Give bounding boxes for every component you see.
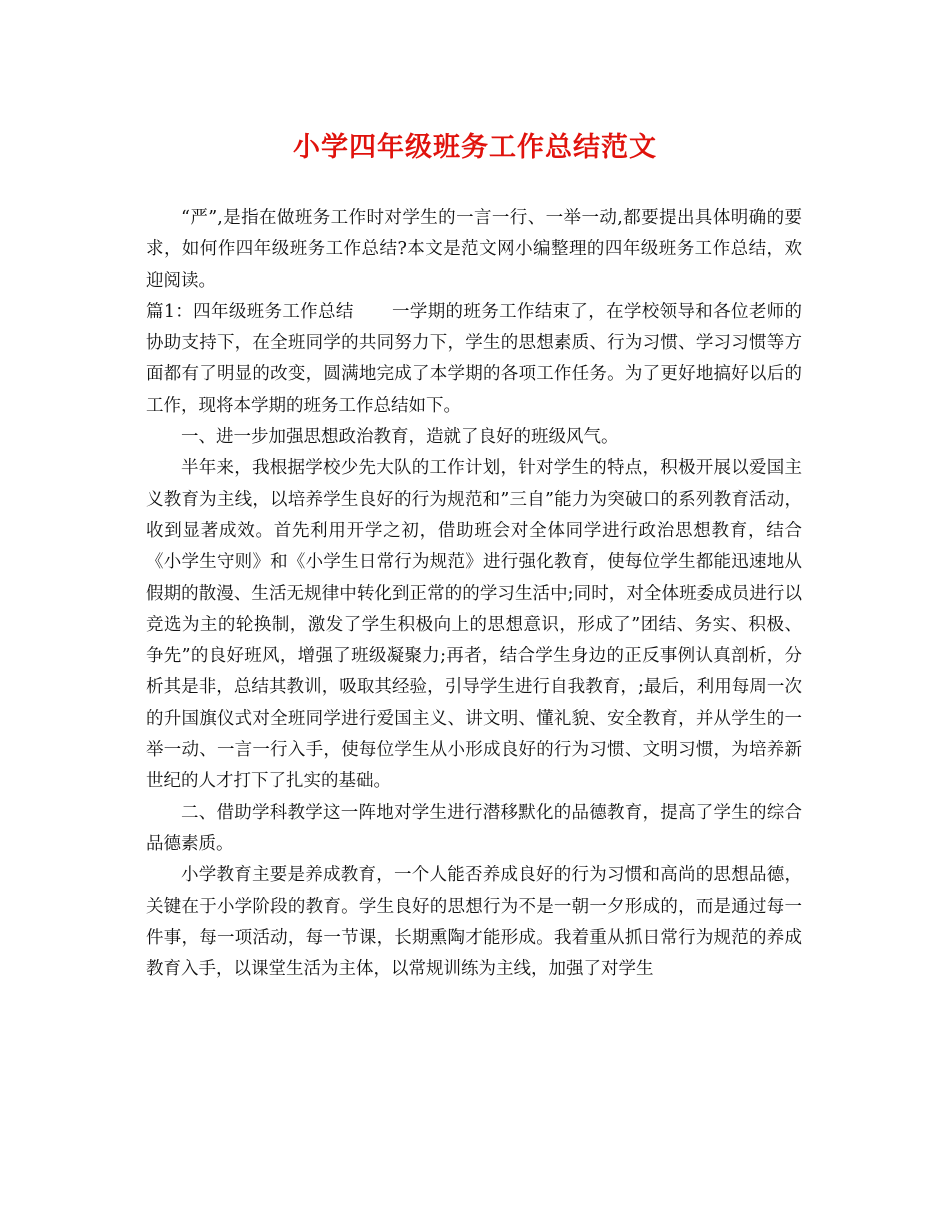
section-heading-1: 一、进一步加强思想政治教育，造就了良好的班级风气。 bbox=[181, 427, 619, 448]
intro-paragraph: “严”,是指在做班务工作时对学生的一言一行、一举一动,都要提出具体明确的要求，如何作四年级班务工作总结?本文是范文网小编整理的四年级班务工作总结，欢迎阅读。 bbox=[146, 208, 802, 291]
chapter-label: 篇1：四年级班务工作总结 bbox=[146, 301, 354, 322]
document-body bbox=[146, 203, 802, 985]
document-title: 小学四年级班务工作总结范文 bbox=[293, 132, 657, 163]
section-paragraph-1: 半年来，我根据学校少先大队的工作计划，针对学生的特点，积极开展以爱国主义教育为主线，以培养学生良好的行为规范和”三自”能力为突破口的系列教育活动，收到显著成效。首先利用开学之初，借助班会对全体同学进行政治思想教育，结合《小学生守则》和《小学生日常行为规范》进行强化教育，使每位学生都能迅速地从假期的散漫、生活无规律中转化到正常的的学习生活中;同时，对全体班委成员进行以竞选为主的轮换制，激发了学生积极向上的思想意识，形成了”团结、务实、积极、争先”的良好班风，增强了班级凝聚力;再者，结合学生身边的正反事例认真剖析，分析其是非，总结其教训，吸取其经验，引导学生进行自我教育，;最后，利用每周一次的升国旗仪式对全班同学进行爱国主义、讲文明、懂礼貌、安全教育，并从学生的一举一动、一言一行入手，使每位学生从小形成良好的行为习惯、文明习惯，为培养新世纪的人才打下了扎实的基础。 bbox=[146, 458, 802, 792]
chapter-opening-text: 一学期的班务工作结束了，在学校领导和各位老师的协助支持下，在全班同学的共同努力下，学生的思想素质、行为习惯、学习习惯等方面都有了明显的改变，圆满地完成了本学期的各项工作任务。为了更好地搞好以后的工作，现将本学期的班务工作总结如下。 bbox=[146, 301, 802, 416]
chapter-paragraph bbox=[146, 297, 802, 422]
section-paragraph-2: 小学教育主要是养成教育，一个人能否养成良好的行为习惯和高尚的思想品德，关键在于小学阶段的教育。学生良好的思想行为不是一朝一夕形成的，而是通过每一件事，每一项活动，每一节课，长期熏陶才能形成。我着重从抓日常行为规范的养成教育入手，以课堂生活为主体，以常规训练为主线，加强了对学生 bbox=[146, 865, 802, 980]
section-heading-2: 二、借助学科教学这一阵地对学生进行潜移默化的品德教育，提高了学生的综合品德素质。 bbox=[146, 802, 802, 854]
